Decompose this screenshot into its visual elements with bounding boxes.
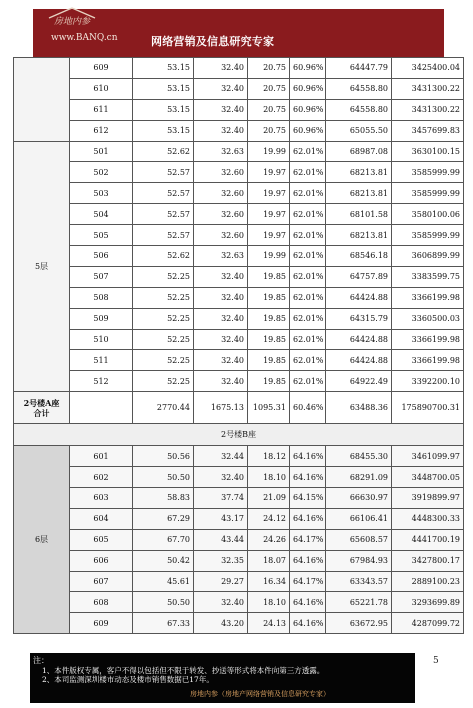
total-price-cell: 4448300.33 (392, 508, 464, 529)
usable-cell: 32.35 (194, 550, 248, 571)
note-line-2: 2、本司监测深圳楼市动态及楼市销售数据已17年。 (42, 675, 214, 684)
area-cell: 52.25 (133, 329, 194, 350)
area-cell: 52.25 (133, 350, 194, 371)
table-row (14, 371, 464, 392)
total-price-cell: 3427800.17 (392, 550, 464, 571)
shared-cell: 19.85 (248, 308, 290, 329)
total-price-cell: 3293699.89 (392, 592, 464, 613)
area-cell: 50.50 (133, 592, 194, 613)
ratio-cell: 64.16% (290, 613, 326, 634)
section-title: 2号楼B座 (14, 424, 464, 446)
total-price-cell: 4441700.19 (392, 529, 464, 550)
total-price-cell: 3425400.04 (392, 58, 464, 79)
unit-price-cell: 63343.57 (326, 571, 392, 592)
summary-ratio: 60.46% (290, 392, 326, 424)
shared-cell: 19.85 (248, 287, 290, 308)
unit-number: 611 (70, 99, 133, 120)
area-cell: 52.62 (133, 141, 194, 162)
usable-cell: 43.20 (194, 613, 248, 634)
shared-cell: 19.99 (248, 246, 290, 267)
shared-cell: 21.09 (248, 488, 290, 509)
unit-number: 501 (70, 141, 133, 162)
summary-area: 2770.44 (133, 392, 194, 424)
unit-price-cell: 64424.88 (326, 287, 392, 308)
ratio-cell: 64.16% (290, 446, 326, 467)
usable-cell: 32.40 (194, 58, 248, 79)
shared-cell: 20.75 (248, 120, 290, 141)
table-row (14, 529, 464, 550)
usable-cell: 32.40 (194, 78, 248, 99)
shared-cell: 19.97 (248, 225, 290, 246)
usable-cell: 29.27 (194, 571, 248, 592)
total-price-cell: 3585999.99 (392, 225, 464, 246)
shared-cell: 19.97 (248, 183, 290, 204)
total-price-cell: 3457699.83 (392, 120, 464, 141)
unit-number: 511 (70, 350, 133, 371)
area-cell: 53.15 (133, 99, 194, 120)
summary-label-line1: 2号楼A座 (23, 397, 60, 408)
unit-price-cell: 68546.18 (326, 246, 392, 267)
shared-cell: 24.12 (248, 508, 290, 529)
shared-cell: 19.97 (248, 162, 290, 183)
unit-number: 608 (70, 592, 133, 613)
total-price-cell: 3366199.98 (392, 287, 464, 308)
total-price-cell: 4287099.72 (392, 613, 464, 634)
unit-number: 603 (70, 488, 133, 509)
shared-cell: 19.99 (248, 141, 290, 162)
total-price-cell: 3585999.99 (392, 183, 464, 204)
summary-usable: 1675.13 (194, 392, 248, 424)
note-line-1: 1、本件版权专属，客户不得以包括但不限于转发、抄送等形式将本件向第三方透露。 (42, 666, 325, 675)
unit-price-cell: 68213.81 (326, 225, 392, 246)
ratio-cell: 62.01% (290, 329, 326, 350)
usable-cell: 32.60 (194, 183, 248, 204)
shared-cell: 20.75 (248, 99, 290, 120)
ratio-cell: 60.96% (290, 58, 326, 79)
floor-label (14, 58, 70, 142)
unit-price-cell: 64315.79 (326, 308, 392, 329)
unit-price-cell: 64447.79 (326, 58, 392, 79)
ratio-cell: 62.01% (290, 266, 326, 287)
unit-number: 604 (70, 508, 133, 529)
unit-price-cell: 64424.88 (326, 329, 392, 350)
summary-total-price: 175890700.31 (392, 392, 464, 424)
usable-cell: 32.40 (194, 308, 248, 329)
table-row (14, 488, 464, 509)
unit-number: 505 (70, 225, 133, 246)
ratio-cell: 62.01% (290, 350, 326, 371)
unit-number: 601 (70, 446, 133, 467)
usable-cell: 32.63 (194, 246, 248, 267)
usable-cell: 43.44 (194, 529, 248, 550)
table-row (14, 99, 464, 120)
unit-number: 612 (70, 120, 133, 141)
usable-cell: 32.40 (194, 266, 248, 287)
area-cell: 67.33 (133, 613, 194, 634)
ratio-cell: 64.16% (290, 467, 326, 488)
unit-price-cell: 68213.81 (326, 183, 392, 204)
unit-price-cell: 64558.80 (326, 99, 392, 120)
table-row (14, 350, 464, 371)
unit-price-cell: 68291.09 (326, 467, 392, 488)
table-row (14, 78, 464, 99)
note-label: 注： (33, 656, 49, 665)
unit-number: 512 (70, 371, 133, 392)
shared-cell: 19.85 (248, 371, 290, 392)
unit-price-cell: 65608.57 (326, 529, 392, 550)
usable-cell: 32.63 (194, 141, 248, 162)
total-price-cell: 3585999.99 (392, 162, 464, 183)
shared-cell: 18.10 (248, 592, 290, 613)
unit-price-cell: 66106.41 (326, 508, 392, 529)
unit-number: 503 (70, 183, 133, 204)
area-cell: 58.83 (133, 488, 194, 509)
shared-cell: 18.07 (248, 550, 290, 571)
shared-cell: 16.34 (248, 571, 290, 592)
ratio-cell: 60.96% (290, 99, 326, 120)
ratio-cell: 62.01% (290, 246, 326, 267)
total-price-cell: 3630100.15 (392, 141, 464, 162)
ratio-cell: 64.16% (290, 508, 326, 529)
usable-cell: 37.74 (194, 488, 248, 509)
area-cell: 50.50 (133, 467, 194, 488)
unit-price-cell: 68455.30 (326, 446, 392, 467)
total-price-cell: 3366199.98 (392, 350, 464, 371)
area-cell: 52.25 (133, 287, 194, 308)
total-price-cell: 3919899.97 (392, 488, 464, 509)
ratio-cell: 62.01% (290, 287, 326, 308)
unit-number: 607 (70, 571, 133, 592)
unit-number: 506 (70, 246, 133, 267)
total-price-cell: 3431300.22 (392, 99, 464, 120)
usable-cell: 32.40 (194, 287, 248, 308)
table-row (14, 571, 464, 592)
usable-cell: 32.40 (194, 592, 248, 613)
table-row (14, 183, 464, 204)
area-cell: 52.62 (133, 246, 194, 267)
area-cell: 52.57 (133, 204, 194, 225)
unit-price-cell: 66630.97 (326, 488, 392, 509)
section-row (14, 424, 464, 446)
unit-number: 610 (70, 78, 133, 99)
unit-price-cell: 64757.89 (326, 266, 392, 287)
unit-price-cell: 65221.78 (326, 592, 392, 613)
table-row (14, 329, 464, 350)
area-cell: 45.61 (133, 571, 194, 592)
unit-number: 502 (70, 162, 133, 183)
floor-label: 6层 (14, 446, 70, 634)
shared-cell: 18.12 (248, 446, 290, 467)
total-price-cell: 3580100.06 (392, 204, 464, 225)
ratio-cell: 62.01% (290, 225, 326, 246)
summary-shared: 1095.31 (248, 392, 290, 424)
area-cell: 67.29 (133, 508, 194, 529)
total-price-cell: 3606899.99 (392, 246, 464, 267)
ratio-cell: 64.15% (290, 488, 326, 509)
usable-cell: 32.44 (194, 446, 248, 467)
usable-cell: 32.60 (194, 162, 248, 183)
ratio-cell: 62.01% (290, 162, 326, 183)
table-row (14, 446, 464, 467)
table-row (14, 141, 464, 162)
usable-cell: 32.40 (194, 99, 248, 120)
header-banner (33, 9, 444, 57)
unit-number: 606 (70, 550, 133, 571)
table-row (14, 162, 464, 183)
ratio-cell: 64.17% (290, 571, 326, 592)
unit-number: 609 (70, 613, 133, 634)
total-price-cell: 3383599.75 (392, 266, 464, 287)
shared-cell: 18.10 (248, 467, 290, 488)
area-cell: 53.15 (133, 58, 194, 79)
unit-number: 609 (70, 58, 133, 79)
unit-price-cell: 64424.88 (326, 350, 392, 371)
shared-cell: 19.97 (248, 204, 290, 225)
usable-cell: 32.40 (194, 467, 248, 488)
table-row (14, 550, 464, 571)
floor-label: 5层 (14, 141, 70, 392)
area-cell: 52.57 (133, 162, 194, 183)
table-row (14, 592, 464, 613)
summary-unit-empty (70, 392, 133, 424)
ratio-cell: 64.16% (290, 592, 326, 613)
ratio-cell: 62.01% (290, 183, 326, 204)
ratio-cell: 60.96% (290, 120, 326, 141)
area-cell: 67.70 (133, 529, 194, 550)
table-row (14, 287, 464, 308)
unit-number: 602 (70, 467, 133, 488)
table-row (14, 58, 464, 79)
area-cell: 50.56 (133, 446, 194, 467)
ratio-cell: 64.17% (290, 529, 326, 550)
usable-cell: 43.17 (194, 508, 248, 529)
summary-unit-price: 63488.36 (326, 392, 392, 424)
unit-price-cell: 64558.80 (326, 78, 392, 99)
unit-price-cell: 63672.95 (326, 613, 392, 634)
ratio-cell: 62.01% (290, 204, 326, 225)
logo-text: 房地内参 (53, 17, 90, 27)
site-url: www.BANQ.cn (51, 33, 118, 43)
table-row (14, 246, 464, 267)
table-row (14, 225, 464, 246)
total-price-cell: 3461099.97 (392, 446, 464, 467)
area-cell: 52.25 (133, 266, 194, 287)
ratio-cell: 60.96% (290, 78, 326, 99)
table-row (14, 508, 464, 529)
usable-cell: 32.40 (194, 329, 248, 350)
usable-cell: 32.60 (194, 204, 248, 225)
unit-price-cell: 68987.08 (326, 141, 392, 162)
header-title: 网络营销及信息研究专家 (151, 35, 275, 48)
summary-row (14, 392, 464, 424)
unit-price-cell: 68213.81 (326, 162, 392, 183)
page-number: 5 (433, 656, 439, 666)
footer-brand: 房地内参（房地产网络营销及信息研究专家） (190, 690, 330, 698)
shared-cell: 20.75 (248, 58, 290, 79)
total-price-cell: 3392200.10 (392, 371, 464, 392)
shared-cell: 19.85 (248, 329, 290, 350)
unit-price-cell: 64922.49 (326, 371, 392, 392)
unit-price-cell: 67984.93 (326, 550, 392, 571)
shared-cell: 24.26 (248, 529, 290, 550)
shared-cell: 24.13 (248, 613, 290, 634)
shared-cell: 19.85 (248, 350, 290, 371)
summary-label (14, 392, 70, 424)
ratio-cell: 62.01% (290, 141, 326, 162)
unit-number: 504 (70, 204, 133, 225)
table-row (14, 467, 464, 488)
price-table (13, 57, 464, 634)
ratio-cell: 62.01% (290, 371, 326, 392)
total-price-cell: 3360500.03 (392, 308, 464, 329)
usable-cell: 32.40 (194, 350, 248, 371)
area-cell: 52.25 (133, 371, 194, 392)
usable-cell: 32.60 (194, 225, 248, 246)
area-cell: 53.15 (133, 120, 194, 141)
usable-cell: 32.40 (194, 120, 248, 141)
shared-cell: 20.75 (248, 78, 290, 99)
unit-number: 508 (70, 287, 133, 308)
table-row (14, 204, 464, 225)
unit-number: 507 (70, 266, 133, 287)
area-cell: 52.57 (133, 225, 194, 246)
unit-number: 509 (70, 308, 133, 329)
unit-price-cell: 68101.58 (326, 204, 392, 225)
table-row (14, 613, 464, 634)
ratio-cell: 62.01% (290, 308, 326, 329)
shared-cell: 19.85 (248, 266, 290, 287)
usable-cell: 32.40 (194, 371, 248, 392)
area-cell: 50.42 (133, 550, 194, 571)
total-price-cell: 3448700.05 (392, 467, 464, 488)
total-price-cell: 3431300.22 (392, 78, 464, 99)
unit-number: 605 (70, 529, 133, 550)
table-row (14, 120, 464, 141)
area-cell: 53.15 (133, 78, 194, 99)
area-cell: 52.25 (133, 308, 194, 329)
ratio-cell: 64.16% (290, 550, 326, 571)
table-row (14, 308, 464, 329)
unit-number: 510 (70, 329, 133, 350)
total-price-cell: 2889100.23 (392, 571, 464, 592)
footer-notes (30, 653, 415, 703)
area-cell: 52.57 (133, 183, 194, 204)
table-row (14, 266, 464, 287)
summary-label-line2: 合计 (33, 407, 50, 418)
total-price-cell: 3366199.98 (392, 329, 464, 350)
unit-price-cell: 65055.50 (326, 120, 392, 141)
